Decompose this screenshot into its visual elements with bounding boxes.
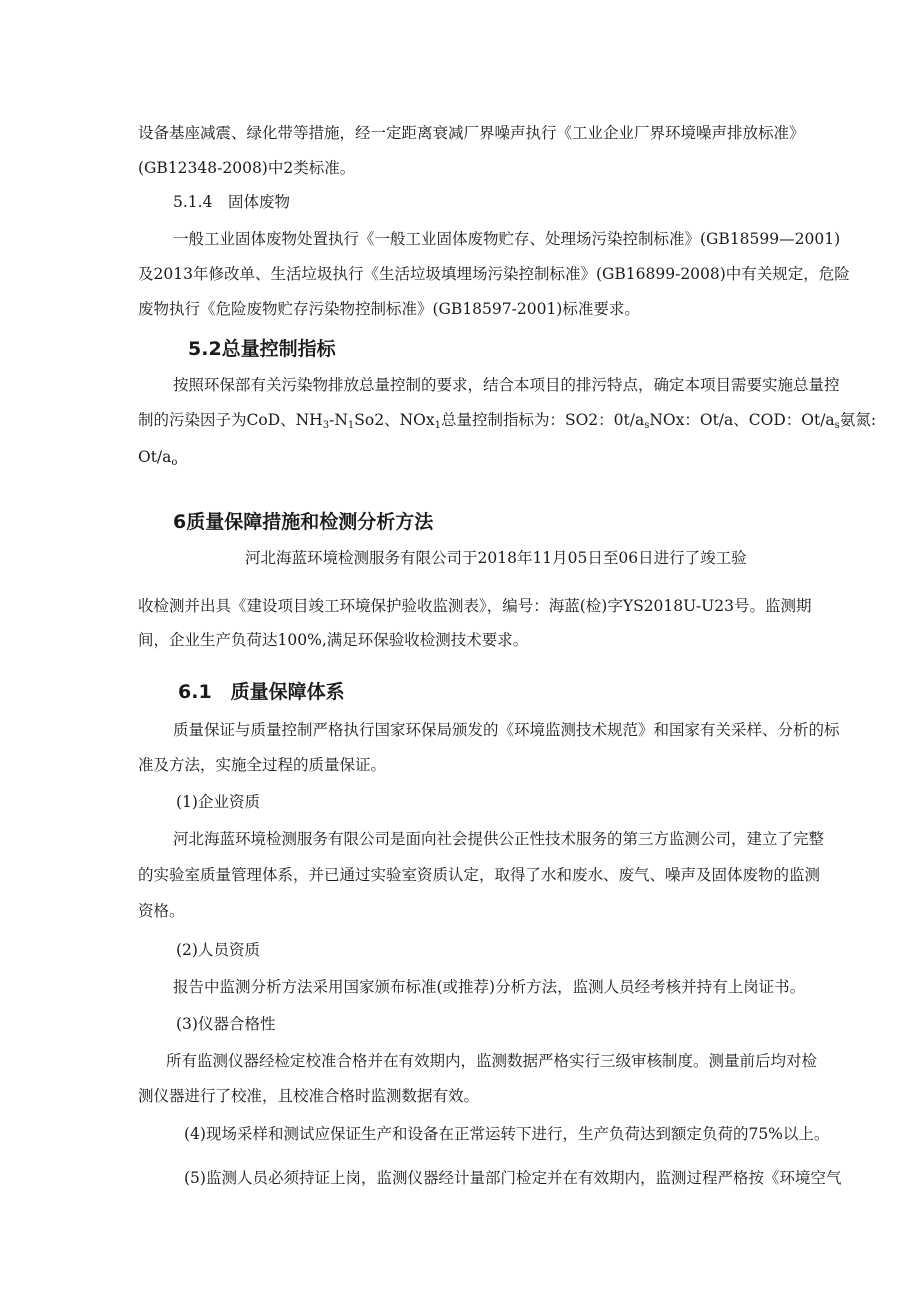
text-fragment: So2、NOx [354,411,435,429]
subscript: s [644,420,650,431]
section-heading-6-1: 6.1 质量保障体系 [178,681,345,703]
paragraph-line-pollutants [138,411,876,432]
text-fragment: 总量控制指标为：SO2：0t/a [440,411,645,429]
item-heading: (2)人员资质 [176,941,260,959]
section-heading-5-1-4: 5.1.4 固体废物 [173,193,290,211]
paragraph-line: 及2013年修改单、生活垃圾执行《生活垃圾填埋场污染控制标准》(GB16899-2008)中有关规定，危险 [138,265,850,283]
paragraph-line: 河北海蓝环境检测服务有限公司是面向社会提供公正性技术服务的第三方监测公司，建立了完整 [173,830,825,848]
paragraph-line: 的实验室质量管理体系，并已通过实验室资质认定，取得了水和废水、废气、噪声及固体废物的监测 [138,866,821,884]
paragraph-line: 报告中监测分析方法采用国家颁布标准(或推荐)分析方法，监测人员经考核并持有上岗证书。 [173,978,806,996]
subscript: s [834,420,840,431]
subscript: 1 [434,420,441,431]
paragraph-line: 废物执行《危险废物贮存污染物控制标准》(GB18597-2001)标准要求。 [138,300,640,318]
text-fragment: 制的污染因子为CoD、NH [138,411,323,429]
item-heading: (3)仪器合格性 [176,1015,276,1033]
paragraph-line: 按照环保部有关污染物排放总量控制的要求，结合本项目的排污特点，确定本项目需要实施总量控 [173,376,840,394]
paragraph-line: 测仪器进行了校准，且校准合格时监测数据有效。 [138,1087,480,1105]
paragraph-line: 一般工业固体废物处置执行《一般工业固体废物贮存、处理场污染控制标准》(GB18599—2001) [173,230,841,248]
section-heading-5-2: 5.2总量控制指标 [188,338,336,360]
paragraph-line: 所有监测仪器经检定校准合格并在有效期内，监测数据严格实行三级审核制度。测量前后均对检 [166,1052,818,1070]
paragraph-line: 质量保证与质量控制严格执行国家环保局颁发的《环境监测技术规范》和国家有关采样、分析的标 [173,721,840,739]
text-fragment: Ot/a [138,448,172,466]
paragraph-line: 收检测并出具《建设项目竣工环境保护验收监测表》，编号：海蓝(检)字YS2018U-U23号。监测期 [138,597,812,615]
text-fragment: -N [329,411,348,429]
item-heading: (1)企业资质 [176,793,260,811]
paragraph-line: 资格。 [138,902,185,920]
paragraph-line: 准及方法，实施全过程的质量保证。 [138,756,387,774]
section-heading-6: 6质量保障措施和检测分析方法 [173,511,434,533]
subscript: 3 [322,420,330,431]
paragraph-line: 设备基座减震、绿化带等措施，经一定距离衰减厂界噪声执行《工业企业厂界环境噪声排放标准》 [138,124,805,142]
paragraph-line: 间，企业生产负荷达100%,满足环保验收检测技术要求。 [138,631,529,649]
paragraph-line: 河北海蓝环境检测服务有限公司于2018年11月05日至06日进行了竣工验 [245,549,747,567]
paragraph-line [138,448,177,469]
paragraph-line: (4)现场采样和测试应保证生产和设备在正常运转下进行，生产负荷达到额定负荷的75%以上。 [184,1125,830,1143]
paragraph-line: (5)监测人员必须持证上岗，监测仪器经计量部门检定并在有效期内，监测过程严格按《环境空气 [184,1169,842,1187]
paragraph-line: (GB12348-2008)中2类标准。 [138,159,356,177]
text-fragment: 氨氮: [839,411,877,429]
text-fragment: NOx：Ot/a、COD：Ot/a [649,411,835,429]
subscript: o [171,457,178,468]
subscript: 1 [347,420,355,431]
